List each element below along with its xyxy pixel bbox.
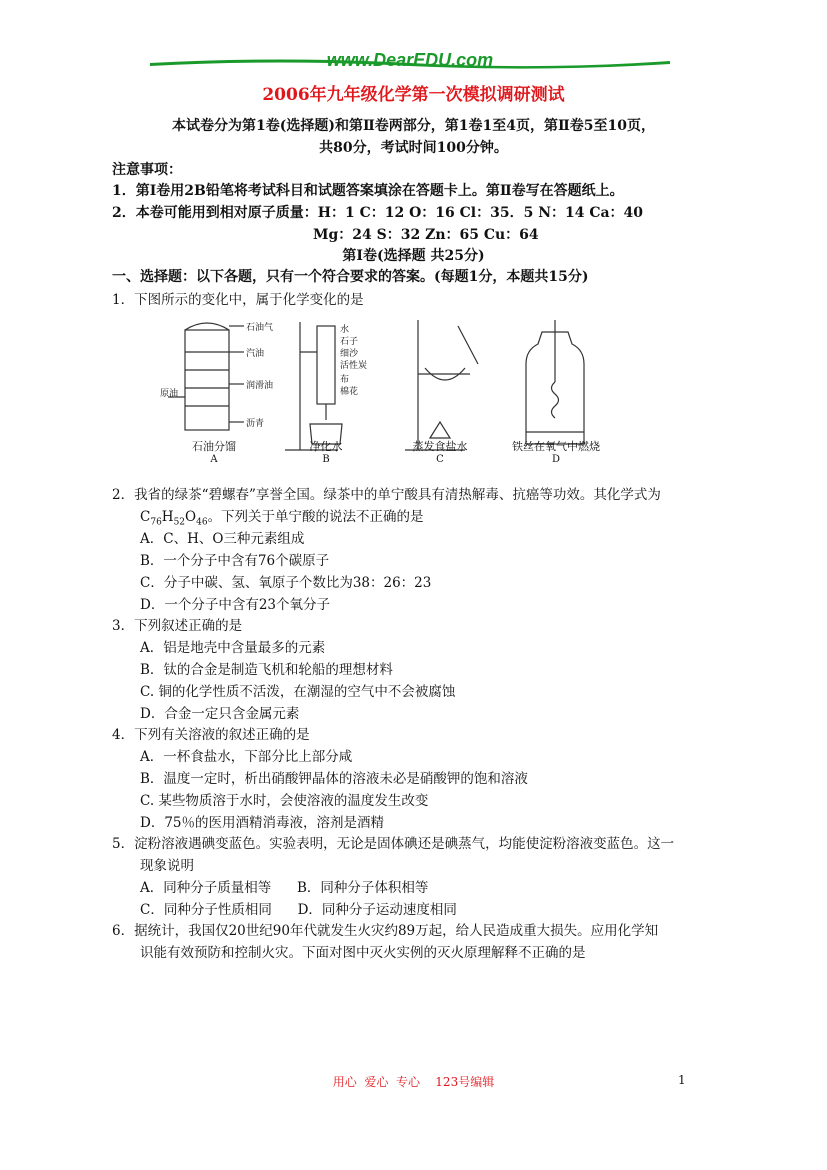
section-subheading: 一、选择题：以下各题，只有一个符合要求的答案。(每题1分，本题共15分) bbox=[112, 269, 589, 285]
formula-h: H bbox=[161, 509, 174, 525]
q6-stem: 6．据统计，我国仅20世纪90年代就发生火灾约89万起，给人民造成重大损失。应用化学知 bbox=[112, 923, 659, 939]
page-title: 2006年九年级化学第一次模拟调研测试 bbox=[262, 85, 565, 105]
label-a-3: 原油 bbox=[160, 389, 179, 399]
q6-stem-2: 识能有效预防和控制火灾。下面对图中灭火实例的灭火原理解释不正确的是 bbox=[140, 945, 586, 961]
q5-options-ab: A．同种分子质量相等 B．同种分子体积相等 bbox=[140, 880, 429, 896]
label-b-2: 细沙 bbox=[340, 349, 359, 359]
q1-caption-a: 石油分馏 bbox=[192, 440, 236, 453]
notes-heading: 注意事项： bbox=[112, 162, 182, 178]
page-number: 1 bbox=[678, 1073, 686, 1087]
q2-stem-tail: 。下列关于单宁酸的说法不正确的是 bbox=[207, 509, 424, 525]
q5-stem: 5．淀粉溶液遇碘变蓝色。实验表明，无论是固体碘还是碘蒸气，均能使淀粉溶液变蓝色。这一 bbox=[112, 836, 675, 852]
q2-option-b: B．一个分子中含有76个碳原子 bbox=[140, 553, 330, 569]
footer-slogan: 用心 爱心 专心 123号编辑 bbox=[332, 1075, 495, 1089]
label-a-1: 汽油 bbox=[246, 349, 265, 359]
label-a-0: 石油气 bbox=[246, 323, 274, 333]
q2-option-d: D．一个分子中含有23个氧分子 bbox=[140, 597, 331, 613]
q2-formula-line bbox=[140, 505, 424, 528]
formula-h-sub: 52 bbox=[173, 517, 186, 528]
label-b-3: 活性炭 bbox=[340, 361, 368, 371]
intro-line-2: 共80分，考试时间100分钟。 bbox=[319, 140, 508, 156]
label-b-4: 布 bbox=[340, 375, 350, 385]
q1-letter-c: C bbox=[436, 454, 444, 465]
formula-c-sub: 76 bbox=[150, 517, 162, 528]
q3-stem: 3．下列叙述正确的是 bbox=[112, 618, 243, 634]
q4-option-c: C. 某些物质溶于水时，会使溶液的温度发生改变 bbox=[140, 793, 429, 809]
site-brand: www.DearEDU.com bbox=[326, 50, 494, 70]
q1-caption-c: 蒸发食盐水 bbox=[412, 440, 468, 453]
notes-item-2b: Mg：24 S：32 Zn：65 Cu：64 bbox=[313, 227, 539, 243]
q4-option-a: A．一杯食盐水，下部分比上部分咸 bbox=[140, 749, 353, 765]
q1-letter-d: D bbox=[551, 454, 561, 465]
site-banner bbox=[150, 50, 670, 76]
q2-option-a: A．C、H、O三种元素组成 bbox=[140, 531, 305, 547]
q4-option-d: D．75％的医用酒精消毒液，溶剂是酒精 bbox=[140, 815, 385, 831]
section-heading: 第Ⅰ卷(选择题 共25分) bbox=[342, 248, 485, 264]
label-b-0: 水 bbox=[340, 325, 350, 335]
q1-caption-d: 铁丝在氧气中燃烧 bbox=[512, 440, 600, 453]
q3-option-a: A．铝是地壳中含量最多的元素 bbox=[140, 640, 326, 656]
q3-option-d: D．合金一定只含金属元素 bbox=[140, 706, 300, 722]
notes-item-1: 1．第Ⅰ卷用2B铅笔将考试科目和试题答案填涂在答题卡上。第Ⅱ卷写在答题纸上。 bbox=[112, 183, 624, 199]
label-a-2: 润滑油 bbox=[246, 381, 274, 391]
q5-options-cd: C．同种分子性质相同 D．同种分子运动速度相同 bbox=[140, 902, 457, 918]
q4-stem: 4．下列有关溶液的叙述正确的是 bbox=[112, 727, 310, 743]
label-a-4: 沥青 bbox=[246, 419, 265, 429]
q3-option-b: B．钛的合金是制造飞机和轮船的理想材料 bbox=[140, 662, 393, 678]
intro-line-1: 本试卷分为第1卷(选择题)和第Ⅱ卷两部分，第1卷1至4页，第Ⅱ卷5至10页， bbox=[171, 118, 656, 134]
formula-c: C bbox=[140, 509, 151, 525]
q1-letter-a: A bbox=[210, 454, 218, 465]
q1-letter-b: B bbox=[322, 454, 330, 465]
q1-stem: 1．下图所示的变化中，属于化学变化的是 bbox=[112, 292, 364, 308]
formula-o-sub: 46 bbox=[196, 517, 208, 528]
label-b-5: 棉花 bbox=[340, 387, 359, 397]
q1-caption-b: 净化水 bbox=[309, 440, 343, 453]
q2-option-c: C．分子中碳、氢、氧原子个数比为38：26：23 bbox=[140, 575, 432, 591]
label-b-1: 石子 bbox=[340, 337, 359, 347]
notes-item-2: 2．本卷可能用到相对原子质量：H：1 C：12 O：16 Cl：35．5 N：14 Ca：40 bbox=[112, 205, 644, 221]
q1-figure bbox=[160, 312, 620, 472]
q4-option-b: B．温度一定时，析出硝酸钾晶体的溶液未必是硝酸钾的饱和溶液 bbox=[140, 771, 528, 787]
q3-option-c: C. 铜的化学性质不活泼，在潮湿的空气中不会被腐蚀 bbox=[140, 684, 456, 700]
formula-o: O bbox=[185, 509, 197, 525]
q2-stem: 2．我省的绿茶“碧螺春”享誉全国。绿茶中的单宁酸具有清热解毒、抗癌等功效。其化学式为 bbox=[112, 487, 661, 503]
q5-stem-2: 现象说明 bbox=[140, 858, 194, 874]
